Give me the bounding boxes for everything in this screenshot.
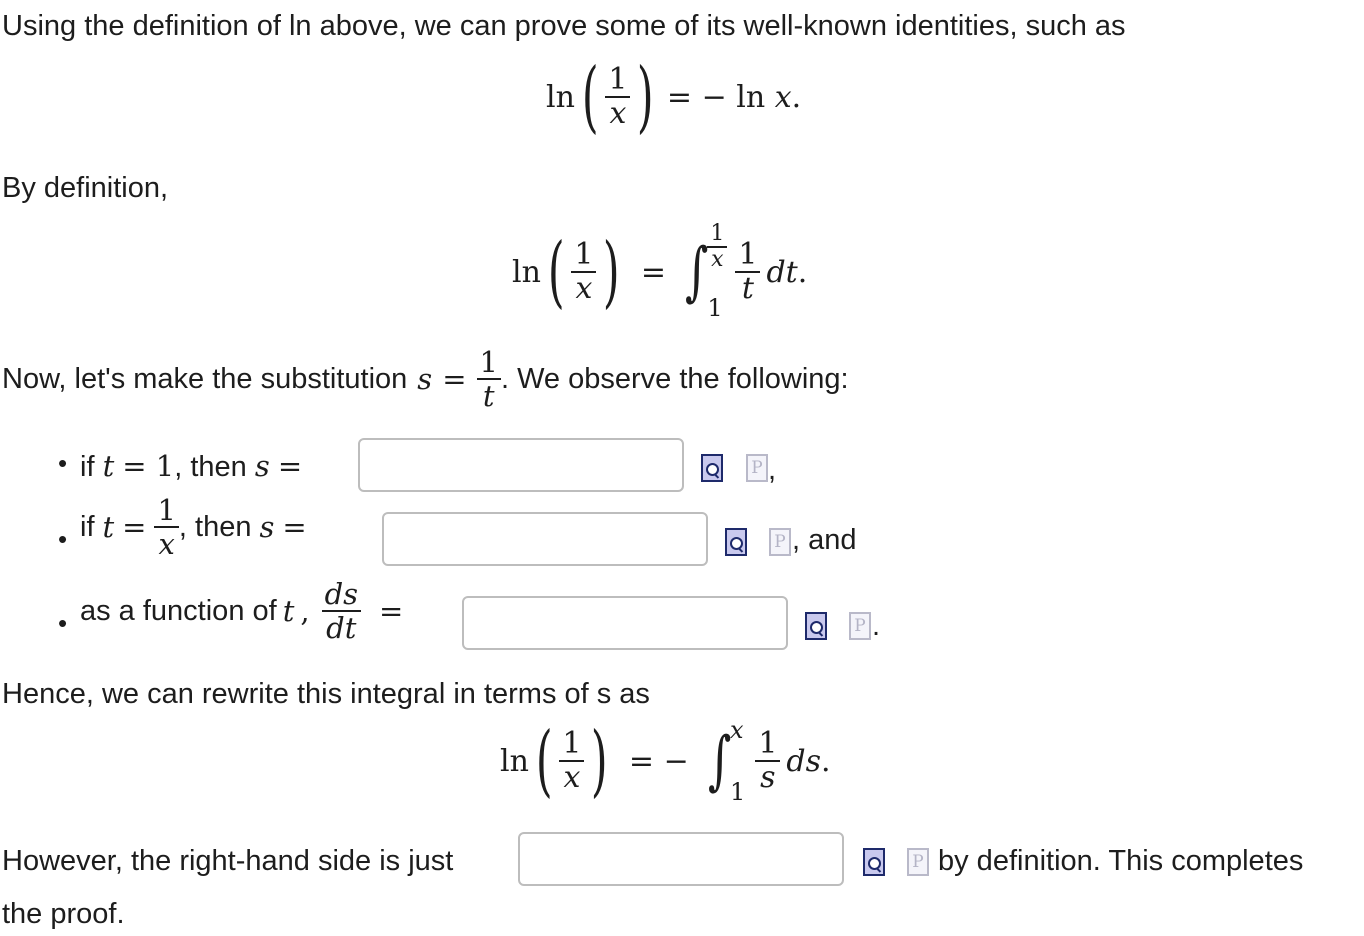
however-text: However, the right-hand side is just xyxy=(2,845,454,877)
preview-icon[interactable] xyxy=(863,848,885,876)
by-definition-text: By definition, xyxy=(2,172,169,204)
the-proof-text: the proof. xyxy=(2,898,125,930)
answer-input-1[interactable] xyxy=(358,438,684,492)
pdf-document-icon[interactable]: P xyxy=(849,612,871,640)
item-3-text: as a function of t , $\frac{ds}{dt}$ = xyxy=(80,577,404,645)
bullet: • xyxy=(58,448,68,478)
hence-text: Hence, we can rewrite this integral in terms of s as xyxy=(2,678,650,710)
item-2-text: if t = $\frac{1}{x}$ , then s = xyxy=(80,493,307,561)
item-1-text: if t = 1, then s = xyxy=(80,449,303,483)
by-definition-end-text: by definition. This completes xyxy=(938,845,1304,877)
pdf-document-icon[interactable]: P xyxy=(769,528,791,556)
bullet: • xyxy=(58,524,68,554)
item-2-suffix: , and xyxy=(792,524,857,556)
item-3-suffix: . xyxy=(872,610,881,642)
substitution-text: Now, let's make the substitution s = $\frac{1}{t}$ . We observe the following: xyxy=(2,345,849,413)
answer-input-2[interactable] xyxy=(382,512,708,566)
bullet: • xyxy=(58,608,68,638)
pdf-document-icon[interactable]: P xyxy=(746,454,768,482)
pdf-document-icon[interactable]: P xyxy=(907,848,929,876)
answer-input-3[interactable] xyxy=(462,596,788,650)
item-1-suffix: , xyxy=(768,454,777,486)
definition-equation: ln ( $\frac{1}{x}$ ) = ∫ $\frac{1}{x}$ 1 $\frac{1}{t}$ dt. xyxy=(512,221,808,322)
preview-icon[interactable] xyxy=(805,612,827,640)
intro-text: Using the definition of ln above, we can prove some of its well-known identities, such as xyxy=(2,10,1126,42)
preview-icon[interactable] xyxy=(701,454,723,482)
answer-input-4[interactable] xyxy=(518,832,844,886)
preview-icon[interactable] xyxy=(725,528,747,556)
identity-equation: ln ( $\frac{1}{x}$ ) = − ln x. xyxy=(546,52,802,142)
rewritten-integral-equation: ln ( $\frac{1}{x}$ ) = − ∫ x 1 $\frac{1}{s}$ ds. xyxy=(500,716,831,806)
